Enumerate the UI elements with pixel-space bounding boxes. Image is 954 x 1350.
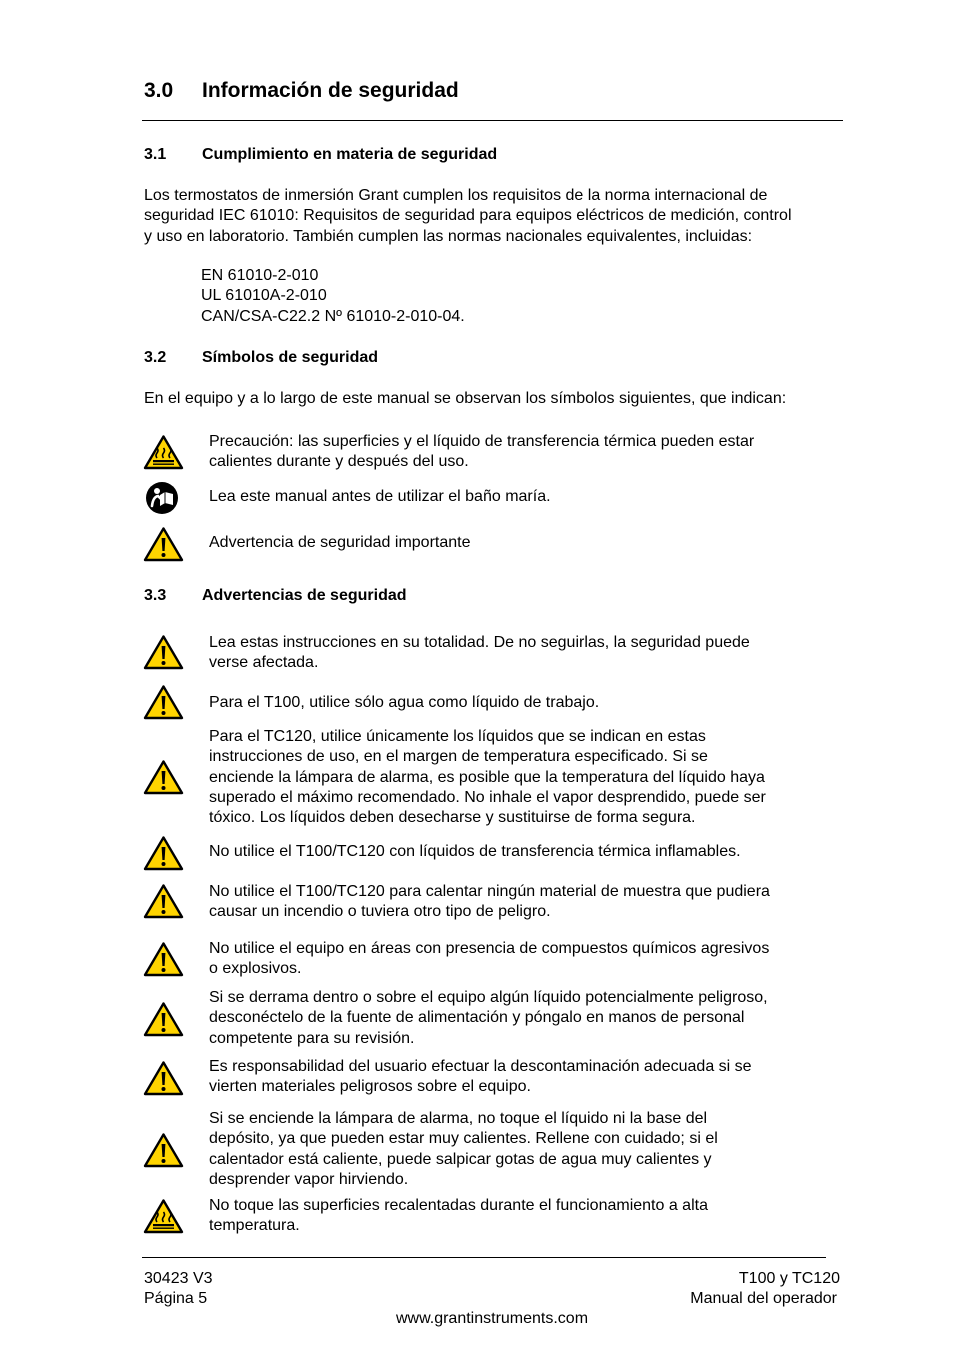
symbols-intro: En el equipo y a lo largo de este manual se observan los símbolos siguientes, que indican: [144,390,787,407]
text-line: Es responsabilidad del usuario efectuar la descontaminación adecuada si se [209,1058,752,1075]
text-line: Para el TC120, utilice únicamente los líquidos que se indican en estas [209,728,706,745]
warning-text [209,693,839,713]
section-heading-warnings [144,587,407,605]
text-line: o explosivos. [209,960,302,978]
paragraph-line: seguridad IEC 61010: Requisitos de seguridad para equipos eléctricos de medición, control [144,207,792,225]
text-line: Para el T100, utilice sólo agua como líquido de trabajo. [209,694,600,711]
warning-icon-graphic [143,526,184,562]
warning-icon-graphic [143,941,184,977]
hot-surface-warning-icon-graphic [143,434,184,470]
hot-surface-warning-icon [143,1198,184,1234]
section-title: Advertencias de seguridad [202,587,407,604]
warning-icon-graphic [143,1132,184,1168]
section-number: 3.3 [144,587,167,604]
compliance-paragraph [144,186,844,247]
warning-text [209,939,839,980]
paragraph-line: Los termostatos de inmersión Grant cumplen los requisitos de la norma internacional de [144,187,768,204]
warning-icon [143,1132,184,1168]
section-heading-symbols [144,349,378,367]
read-manual-icon-graphic [143,480,184,516]
warning-text [209,988,839,1049]
warning-text [209,1057,839,1098]
warning-icon [143,1001,184,1037]
text-line: No toque las superficies recalentadas durante el funcionamiento a alta [209,1197,708,1214]
warning-text [209,882,839,923]
text-line: desconéctelo de la fuente de alimentación y póngalo en manos de personal [209,1009,745,1027]
warning-icon-graphic [143,634,184,670]
page-heading [144,79,459,103]
section-title: Símbolos de seguridad [202,349,379,366]
text-line: enciende la lámpara de alarma, es posible que la temperatura del líquido haya [209,768,765,786]
text-line: No utilice el T100/TC120 para calentar ningún material de muestra que pudiera [209,883,770,900]
hot-surface-warning-icon [143,434,184,470]
text-line: desprender vapor hirviendo. [209,1170,409,1188]
section-number: 3.1 [144,146,167,163]
footer-manual-title: Manual del operador [690,1290,837,1307]
warning-icon-graphic [143,1060,184,1096]
read-manual-icon [143,480,184,516]
symbol-description [209,533,839,553]
footer-page-number: Página 5 [144,1290,208,1307]
text-line: causar un incendio o tuviera otro tipo de peligro. [209,903,551,921]
warning-icon [143,941,184,977]
section-title: Cumplimiento en materia de seguridad [202,146,498,163]
text-line: Precaución: las superficies y el líquido de transferencia térmica pueden estar [209,433,755,450]
text-line: calentador está caliente, puede salpicar gotas de agua muy calientes y [209,1150,712,1168]
text-line: competente para su revisión. [209,1029,415,1047]
heading-rule [142,120,843,121]
hot-surface-warning-icon-graphic [143,1198,184,1234]
text-line: temperatura. [209,1217,300,1235]
text-line: depósito, ya que pueden estar muy calientes. Rellene con cuidado; si el [209,1130,718,1148]
warning-text [209,1109,839,1190]
text-line: No utilice el equipo en áreas con presencia de compuestos químicos agresivos [209,940,770,957]
section-heading-compliance [144,146,497,164]
symbol-description [209,487,839,507]
footer-doc-code: 30423 V3 [144,1270,213,1287]
warning-icon-graphic [143,759,184,795]
warning-text [209,1196,839,1237]
text-line: verse afectada. [209,654,319,672]
standard-item: UL 61010A-2-010 [201,287,327,305]
warning-icon [143,1060,184,1096]
warning-icon-graphic [143,684,184,720]
warning-icon-graphic [143,883,184,919]
text-line: calientes durante y después del uso. [209,453,469,471]
section-number: 3.2 [144,349,167,366]
warning-icon-graphic [143,835,184,871]
text-line: Advertencia de seguridad importante [209,534,471,551]
warning-icon [143,883,184,919]
heading-number: 3.0 [144,79,174,102]
text-line: No utilice el T100/TC120 con líquidos de transferencia térmica inflamables. [209,843,741,860]
footer-rule [142,1257,826,1258]
text-line: Lea estas instrucciones en su totalidad. De no seguirlas, la seguridad puede [209,634,750,651]
standards-list [201,266,465,327]
warning-icon [143,634,184,670]
text-line: vierten materiales peligrosos sobre el equipo. [209,1078,531,1096]
text-line: superado el máximo recomendado. No inhale el vapor desprendido, puede ser [209,788,766,806]
warning-icon-graphic [143,1001,184,1037]
footer-website: www.grantinstruments.com [395,1310,589,1327]
text-line: tóxico. Los líquidos deben desecharse y sustituirse de forma segura. [209,809,696,827]
warning-text [209,727,839,828]
text-line: Si se derrama dentro o sobre el equipo algún líquido potencialmente peligroso, [209,989,768,1006]
text-line: Lea este manual antes de utilizar el baño maría. [209,488,551,505]
warning-text [209,842,839,862]
warning-text [209,633,839,674]
footer-left [144,1269,213,1309]
text-line: instrucciones de uso, en el margen de temperatura especificado. Si se [209,748,708,766]
text-line: Si se enciende la lámpara de alarma, no toque el líquido ni la base del [209,1110,708,1127]
paragraph-line: y uso en laboratorio. También cumplen las normas nacionales equivalentes, incluidas: [144,227,753,245]
warning-icon [143,759,184,795]
warning-icon [143,684,184,720]
heading-title: Información de seguridad [202,79,459,102]
symbol-description [209,432,839,473]
standard-item: EN 61010-2-010 [201,267,319,284]
standard-item: CAN/CSA-C22.2 Nº 61010-2-010-04. [201,307,465,325]
warning-icon [143,526,184,562]
footer-right [690,1269,840,1309]
footer-product: T100 y TC120 [738,1270,840,1287]
warning-icon [143,835,184,871]
